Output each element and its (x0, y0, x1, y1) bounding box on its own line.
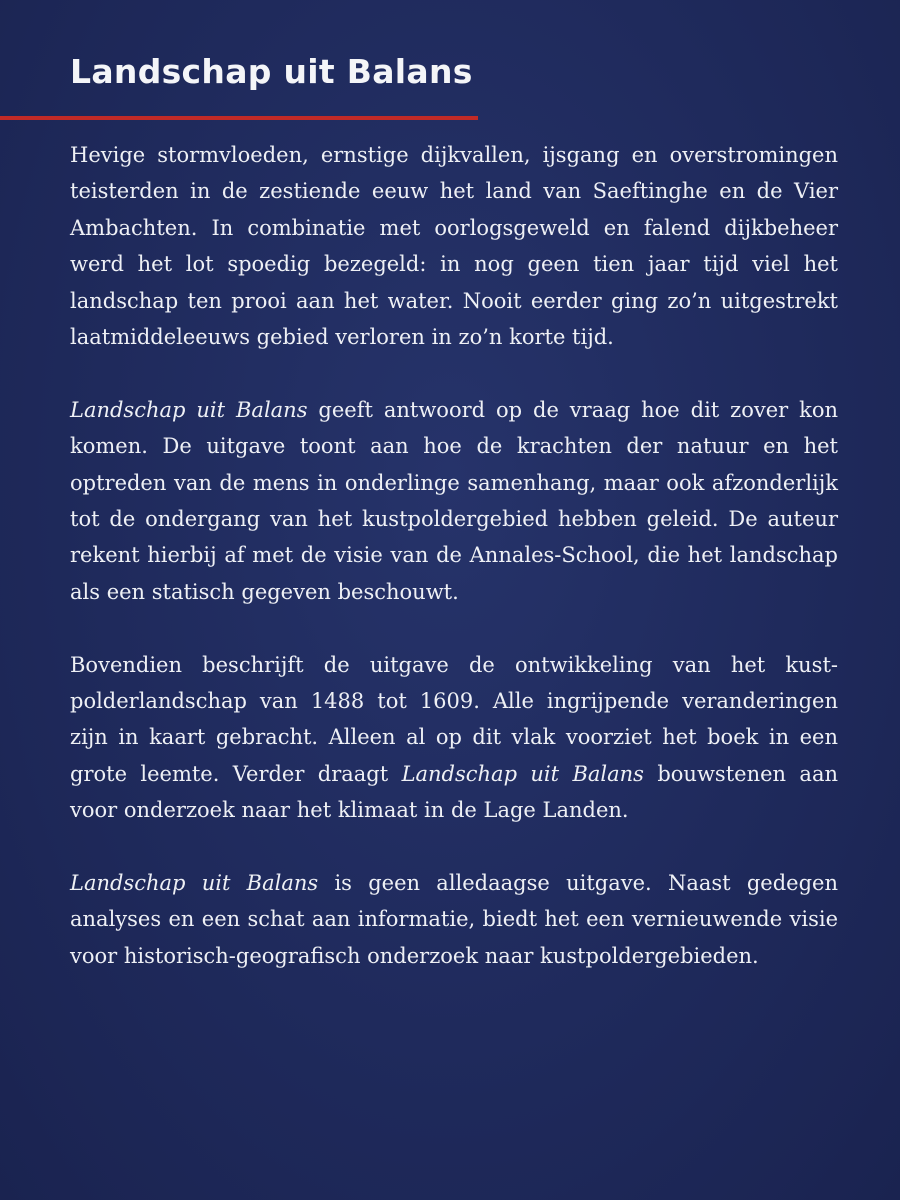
book-title-italic: Landschap uit Balans (401, 761, 644, 786)
paragraph-4 (70, 865, 838, 974)
paragraph-3 (70, 647, 838, 829)
book-title-italic: Landschap uit Balans (70, 871, 319, 896)
paragraph-text: is geen alledaagse uitgave. Naast gedegen analyses en een schat aan informatie, biedt het een vernieuwende visie voor historisch-geografisch onderzoek naar kustpoldergebieden. (70, 871, 838, 968)
paragraph-1 (70, 137, 838, 355)
book-title-italic: Landschap uit Balans (70, 397, 308, 422)
page-title: Landschap uit Balans (70, 52, 473, 91)
paragraph-text: geeft antwoord op de vraag hoe dit zover kon komen. De uitgave toont aan hoe de krachten der natuur en het optreden van de mens in onderlinge samenhang, maar ook afzonderlijk tot de ondergang van het kustpoldergebied hebben geleid. De auteur rekent hierbij af met de visie van de Annales-School, die het landschap als een statisch gegeven beschouwt. (70, 397, 839, 604)
paragraph-2 (70, 392, 838, 610)
paragraph-text: Bovendien beschrijft de uitgave de ontwikkeling van het kustpolderlandschap van 1488 tot 1609. Alle ingrijpende veranderingen zijn in kaart gebracht. Alleen al op dit vlak voorziet het boek in een grote leemte. Verder draagt (70, 652, 838, 786)
blurb-text (70, 137, 838, 974)
title-underline-rule (0, 116, 478, 120)
paragraph-text: bouwstenen aan voor onderzoek naar het klimaat in de Lage Landen. (70, 761, 838, 823)
paragraph-text: Hevige stormvloeden, ernstige dijkvallen, ijsgang en overstromingen teisterden in de zestiende eeuw het land van Saeftinghe en de Vier Ambachten. In combinatie met oorlogsgeweld en falend dijkbeheer werd het lot spoedig bezegeld: in nog geen tien jaar tijd viel het landschap ten prooi aan het water. Nooit eerder ging zo’n uitgestrekt laatmiddeleeuws gebied verloren in zo’n korte tijd. (70, 143, 838, 350)
